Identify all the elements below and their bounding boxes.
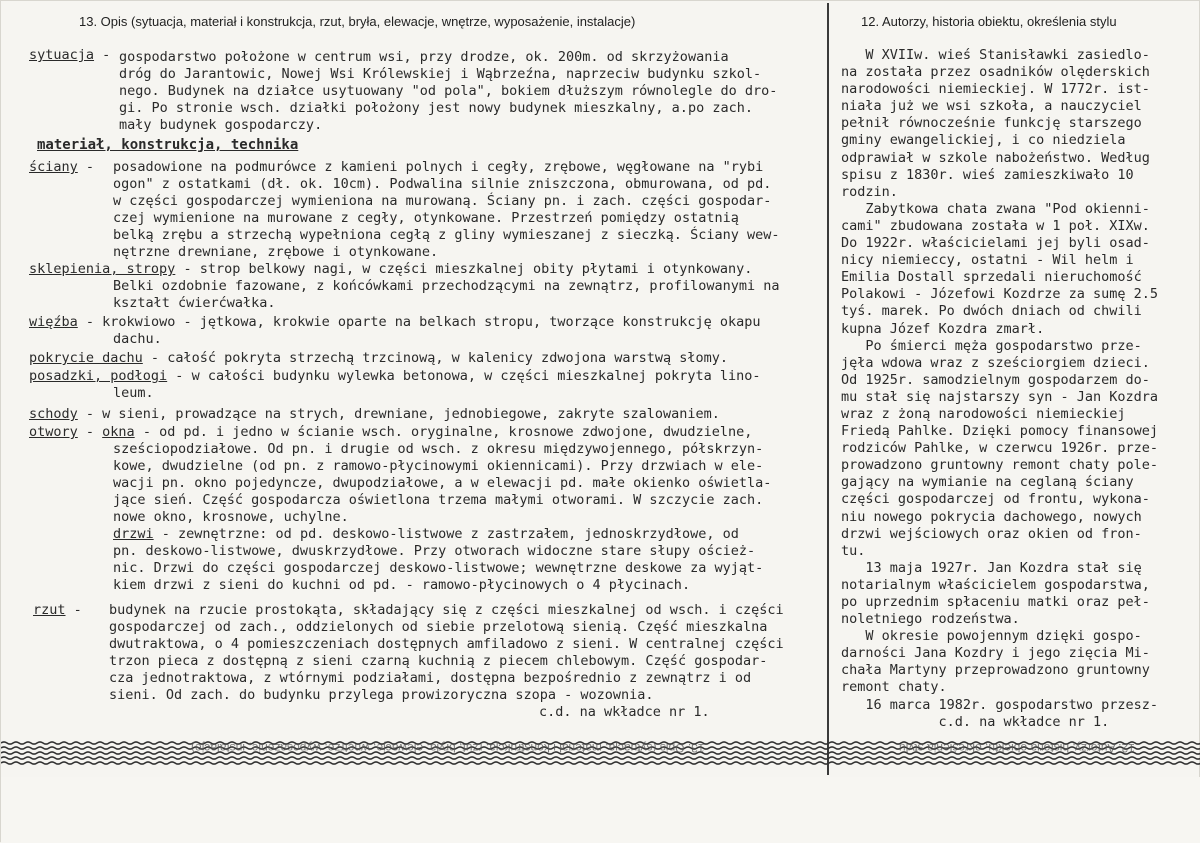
text-sytuacja: gospodarstwo położone w centrum wsi, przy drodze, ok. 200m. od skrzyżowania dróg do Jarantowic, Nowej Wsi Królewskiej i Wąbrzeźna, naprzeciw budynku szkol- nego. Budynek na działce usytuowany "od pola", bokiem dłuższym równolegle do dro- gi. Po stronie wsch. działki położony jest nowy budynek mieszkalny, a.po zach. mały budynek gospodarczy. (119, 49, 778, 133)
material-heading: materiał, konstrukcja, technika (37, 137, 299, 153)
history-line: mu stał się najstarszy syn - Jan Kozdra (841, 388, 1158, 405)
label-rzut: rzut (33, 602, 66, 618)
history-line: gający na wymianie na ceglaną ściany (841, 474, 1134, 491)
label-okna: okna (102, 424, 135, 440)
left-section-header: 13. Opis (sytuacja, materiał i konstrukcja, rzut, bryła, elewacje, wnętrze, wyposażenie, instalacje) (79, 14, 636, 29)
history-line: tu. (841, 542, 866, 559)
mirrored-header-right: 12. Autorzy, historia obiektu, określenia stylu (899, 741, 1135, 755)
history-line: kupna Józef Kozdra zmarł. (841, 320, 1045, 337)
history-line: Po śmierci męża gospodarstwo prze- (841, 337, 1142, 354)
history-line: 13 maja 1927r. Jan Kozdra stał się (841, 559, 1142, 576)
entry-rzut: rzut - budynek na rzucie prostokąta, składający się z części mieszkalnej od wsch. i części gospodarczej od zach., oddzielonych od siebie przelotową sienią. Część mieszkalna dwutraktowa, o 4 pomieszczeniach dostępnych amfiladowo z sieni. W centralnej części trzon pieca z dostępną z sieni czarną kuchnią z piecem chlebowym. Część gospodar- cza jednotraktowa, z wtórnymi podziałami, dostępna bezpośrednio z zewnątrz i od sieni. Od zach. do budynku przylega prowizoryczna szopa - wozownia. c.d. na wkładce nr 1. (33, 602, 784, 720)
history-line: Emilia Dostall sprzedali nieruchomość (841, 269, 1142, 286)
history-line: darności Jana Kozdry i jego zięcia Mi- (841, 645, 1150, 662)
label-pokrycie: pokrycie dachu (29, 350, 143, 366)
history-line: Do 1922r. właścicielami jej byli osad- (841, 235, 1150, 252)
history-line: na została przez osadników olęderskich (841, 64, 1150, 81)
label-sciany: ściany (29, 159, 78, 175)
history-line: części gospodarczej od frontu, wykona- (841, 491, 1150, 508)
continuation-note-left: c.d. na wkładce nr 1. (539, 704, 710, 720)
entry-schody: schody - w sieni, prowadzące na strych, drewniane, jednobiegowe, zakryte szalowaniem. (29, 406, 720, 422)
label-posadzki: posadzki, podłogi (29, 368, 168, 384)
history-line: tyś. marek. Po dwóch dniach od chwili (841, 303, 1142, 320)
label-drzwi: drzwi (113, 526, 154, 542)
mirrored-header-left: 13. Opis (sytuacja, materiał i konstrukcja, rzut, bryła, elewacje, wnętrze, wyposażenie, instalacje) (191, 741, 705, 755)
history-line: jęła wdowa wraz z sześciorgiem dzieci. (841, 354, 1150, 371)
label-otwory: otwory (29, 424, 78, 440)
text-rzut: budynek na rzucie prostokąta, składający się z części mieszkalnej od wsch. i części gospodarczej od zach., oddzielonych od siebie przelotową sienią. Część mieszkalna dwutraktowa, o 4 pomieszczeniach dostępnych amfiladowo z sieni. W centralnej części trzon pieca z dostępną z sieni czarną kuchnią z piecem chlebowym. Część gospodar- cza jednotraktowa, z wtórnymi podziałami, dostępna bezpośrednio z zewnątrz i od sieni. Od zach. do budynku przylega prowizoryczna szopa - wozownia. c.d. na wkładce nr 1. (109, 602, 784, 720)
history-line: po uprzednim spłaceniu matki oraz peł- (841, 594, 1150, 610)
history-line: Od 1925r. samodzielnym gospodarzem do- (841, 371, 1150, 388)
history-line: Friedą Pahlke. Dzięki pomocy finansowej (841, 423, 1158, 440)
entry-sklepienia: sklepienia, stropy - strop belkowy nagi, w części mieszkalnej obity płytami i otynkowany. Belki ozdobnie fazowane, z końcówkami przechodzącymi na zewnątrz, profilowanymi na kształt ćwierćwałka. (29, 261, 780, 311)
history-line: cami" zbudowana została w 1 poł. XIXw. (841, 217, 1150, 234)
right-section-header: 12. Autorzy, historia obiektu, określenia stylu (861, 14, 1117, 29)
entry-sytuacja: sytuacja - gospodarstwo położone w centrum wsi, przy drodze, ok. 200m. od skrzyżowania dróg do Jarantowic, Nowej Wsi Królewskiej i Wąbrzeźna, naprzeciw budynku szkol- nego. Budynek na działce usytuowany "od pola", bokiem dłuższym równolegle do dro- gi. Po stronie wsch. działki położony jest nowy budynek mieszkalny, a.po zach. mały budynek gospodarczy. (29, 47, 778, 133)
history-line: remont chaty. (841, 679, 947, 696)
entry-wiezba: więźba - krokwiowo - jętkowa, krokwie oparte na belkach stropu, tworzące konstrukcję okapu dachu. (29, 314, 761, 347)
history-column (841, 47, 1183, 731)
entry-otwory: otwory - okna - od pd. i jedno w ścianie wsch. oryginalne, krosnowe zdwojone, dwudzielne, sześciopodziałowe. Od pn. i drugie od wsch. z okresu międzywojennego, półskrzyn- kowe, dwudzielne (od pn. z ramowo-płycinowymi okiennicami). Przy drzwiach w ele- wacji pn. okno pojedyncze, dwupodziałowe, a w elewacji pd. małe okienko oświetla- jące sień. Część gospodarcza oświetlona trzema małymi otworami. W szczycie zach. nowe okno, krosnowe, uchylne. drzwi - zewnętrzne: od pd. deskowo-listwowe z zastrzałem, jednoskrzydłowe, od pn. deskowo-listwowe, dwuskrzydłowe. Przy otworach widoczne stare słupy oścież- nic. Drzwi do części gospodarczej deskowo-listwowe; wewnętrzne deskowe za wyjąt- kiem drzwi z sieni do kuchni od pd. - ramowo-płycinowych o 4 płycinach. (29, 424, 772, 593)
entry-posadzki: posadzki, podłogi - w całości budynku wylewka betonowa, w części mieszkalnej pokryta lino- leum. (29, 368, 761, 401)
label-schody: schody (29, 406, 78, 422)
history-line: notarialnym właścicielem gospodarstwa, (841, 576, 1150, 593)
history-line: niała już we wsi szkoła, a nauczyciel (841, 98, 1142, 115)
history-line: nicy niemieccy, ostatni - Wil helm i (841, 252, 1134, 269)
history-line: noletniego rodzeństwa. (841, 611, 1020, 628)
history-line: rodziców Pahlke, w czerwcu 1926r. prze- (841, 440, 1158, 457)
label-wiezba: więźba (29, 314, 78, 330)
entry-sciany: ściany - posadowione na podmurówce z kamieni polnych i cegły, zrębowe, węgłowane na "rybi ogon" z ostatkami (dł. ok. 10cm). Podwalina silnie zniszczona, obmurowana, od pd. w części gospodarczej wymieniona na murowaną. Ściany pn. i zach. części gospodar- czej wymienione na murowane z cegły, otynkowane. Przestrzeń pomiędzy ostatnią belką zrębu a strzechą wypełniona cegłą z gliny wymieszanej z sieczką. Ściany wew- nętrzne drewniane, zrębowe i otynkowane. (29, 159, 780, 260)
history-line: gminy ewangelickiej, i co niedziela (841, 132, 1126, 149)
history-line: Zabytkowa chata zwana "Pod okienni- (841, 200, 1150, 217)
column-divider (827, 3, 829, 775)
history-line: rodzin. (841, 183, 898, 200)
history-line: niu nowego pokrycia dachowego, nowych (841, 508, 1142, 525)
history-line: drzwi wejściowych oraz okien od fron- (841, 525, 1142, 542)
history-line: c.d. na wkładce nr 1. (841, 713, 1110, 730)
text-sciany: posadowione na podmurówce z kamieni polnych i cegły, zrębowe, węgłowane na "rybi ogon" z ostatkami (dł. ok. 10cm). Podwalina silnie zniszczona, obmurowana, od pd. w części gospodarczej wymieniona na murowaną. Ściany pn. i zach. części gospodar- czej wymienione na murowane z cegły, otynkowane. Przestrzeń pomiędzy ostatnią belką zrębu a strzechą wypełniona cegłą z gliny wymieszanej z sieczką. Ściany wew- nętrzne drewniane, zrębowe i otynkowane. (113, 159, 780, 260)
history-line: W okresie powojennym dzięki gospo- (841, 628, 1142, 645)
label-sklepienia: sklepienia, stropy (29, 261, 176, 277)
history-line: narodowości niemieckiej. W 1772r. ist- (841, 81, 1150, 98)
history-line: W XVIIw. wieś Stanisławki zasiedlo- (841, 47, 1150, 63)
history-line: spisu z 1830r. wieś zamieszkiwało 10 (841, 166, 1134, 183)
history-line: odprawiał w szkole nabożeństwo. Według (841, 149, 1150, 166)
history-line: wraz z żoną narodowości niemieckiej (841, 405, 1126, 422)
history-line: prowadzono gruntowny remont chaty pole- (841, 457, 1158, 474)
history-line: 16 marca 1982r. gospodarstwo przesz- (841, 696, 1158, 713)
blank-bottom-margin (1, 777, 1200, 843)
label-sytuacja: sytuacja (29, 47, 95, 63)
history-line: pełnił równocześnie funkcję starszego (841, 115, 1142, 132)
history-line: Polakowi - Józefowi Kozdrze za sumę 2.5 (841, 286, 1158, 303)
history-line: chała Martyny przeprowadzono gruntowny (841, 662, 1150, 679)
description-column (29, 47, 819, 727)
entry-pokrycie: pokrycie dachu - całość pokryta strzechą trzcinową, w kalenicy zdwojona warstwą słomy. (29, 350, 728, 366)
